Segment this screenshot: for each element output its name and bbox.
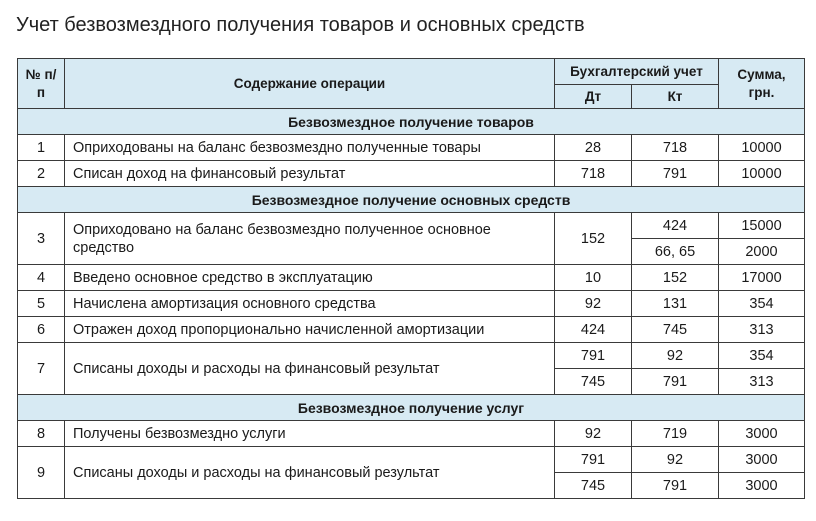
row-credit: 131 <box>632 291 719 317</box>
table-row <box>18 265 805 291</box>
table-row <box>18 291 805 317</box>
row-credit: 424 <box>632 213 719 239</box>
row-debit: 791 <box>555 343 632 369</box>
row-sum: 10000 <box>719 135 805 161</box>
header-accounting: Бухгалтерский учет <box>555 59 719 85</box>
row-num: 6 <box>18 317 65 343</box>
table-row <box>18 343 805 369</box>
table-row <box>18 317 805 343</box>
row-sum: 354 <box>719 343 805 369</box>
row-sum: 2000 <box>719 239 805 265</box>
row-num: 1 <box>18 135 65 161</box>
row-debit: 28 <box>555 135 632 161</box>
row-description: Получены безвозмездно услуги <box>65 421 555 447</box>
row-debit: 718 <box>555 161 632 187</box>
row-credit: 719 <box>632 421 719 447</box>
row-debit: 745 <box>555 473 632 499</box>
section-fixed-assets: Безвозмездное получение основных средств <box>18 187 805 213</box>
section-services: Безвозмездное получение услуг <box>18 395 805 421</box>
row-sum: 354 <box>719 291 805 317</box>
row-credit: 791 <box>632 161 719 187</box>
row-sum: 15000 <box>719 213 805 239</box>
table-row <box>18 213 805 239</box>
row-debit: 92 <box>555 291 632 317</box>
header-num: № п/п <box>18 59 65 109</box>
row-debit: 10 <box>555 265 632 291</box>
row-num: 5 <box>18 291 65 317</box>
row-description: Введено основное средство в эксплуатацию <box>65 265 555 291</box>
row-num: 3 <box>18 213 65 265</box>
row-description: Списан доход на финансовый результат <box>65 161 555 187</box>
row-credit: 745 <box>632 317 719 343</box>
row-debit: 92 <box>555 421 632 447</box>
row-sum: 17000 <box>719 265 805 291</box>
row-sum: 3000 <box>719 421 805 447</box>
row-sum: 3000 <box>719 473 805 499</box>
row-debit: 791 <box>555 447 632 473</box>
table-row <box>18 135 805 161</box>
row-sum: 10000 <box>719 161 805 187</box>
header-content: Содержание операции <box>65 59 555 109</box>
row-debit: 152 <box>555 213 632 265</box>
row-description: Оприходовано на баланс безвозмездно полученное основное средство <box>65 213 555 265</box>
row-description: Начислена амортизация основного средства <box>65 291 555 317</box>
table-row <box>18 421 805 447</box>
row-num: 7 <box>18 343 65 395</box>
header-debit: Дт <box>555 85 632 109</box>
row-description: Списаны доходы и расходы на финансовый результат <box>65 343 555 395</box>
section-goods: Безвозмездное получение товаров <box>18 109 805 135</box>
row-sum: 313 <box>719 369 805 395</box>
row-debit: 745 <box>555 369 632 395</box>
row-description: Отражен доход пропорционально начисленной амортизации <box>65 317 555 343</box>
row-description: Списаны доходы и расходы на финансовый результат <box>65 447 555 499</box>
header-credit: Кт <box>632 85 719 109</box>
row-credit: 92 <box>632 343 719 369</box>
row-sum: 3000 <box>719 447 805 473</box>
row-debit: 424 <box>555 317 632 343</box>
row-credit: 66, 65 <box>632 239 719 265</box>
row-num: 8 <box>18 421 65 447</box>
row-credit: 791 <box>632 369 719 395</box>
table-row <box>18 161 805 187</box>
row-num: 9 <box>18 447 65 499</box>
row-credit: 152 <box>632 265 719 291</box>
accounting-table <box>17 58 805 499</box>
row-num: 2 <box>18 161 65 187</box>
page-title: Учет безвозмездного получения товаров и основных средств <box>16 14 585 36</box>
row-sum: 313 <box>719 317 805 343</box>
table-row <box>18 447 805 473</box>
row-description: Оприходованы на баланс безвозмездно полученные товары <box>65 135 555 161</box>
row-num: 4 <box>18 265 65 291</box>
row-credit: 92 <box>632 447 719 473</box>
header-sum: Сумма, грн. <box>719 59 805 109</box>
row-credit: 791 <box>632 473 719 499</box>
row-credit: 718 <box>632 135 719 161</box>
